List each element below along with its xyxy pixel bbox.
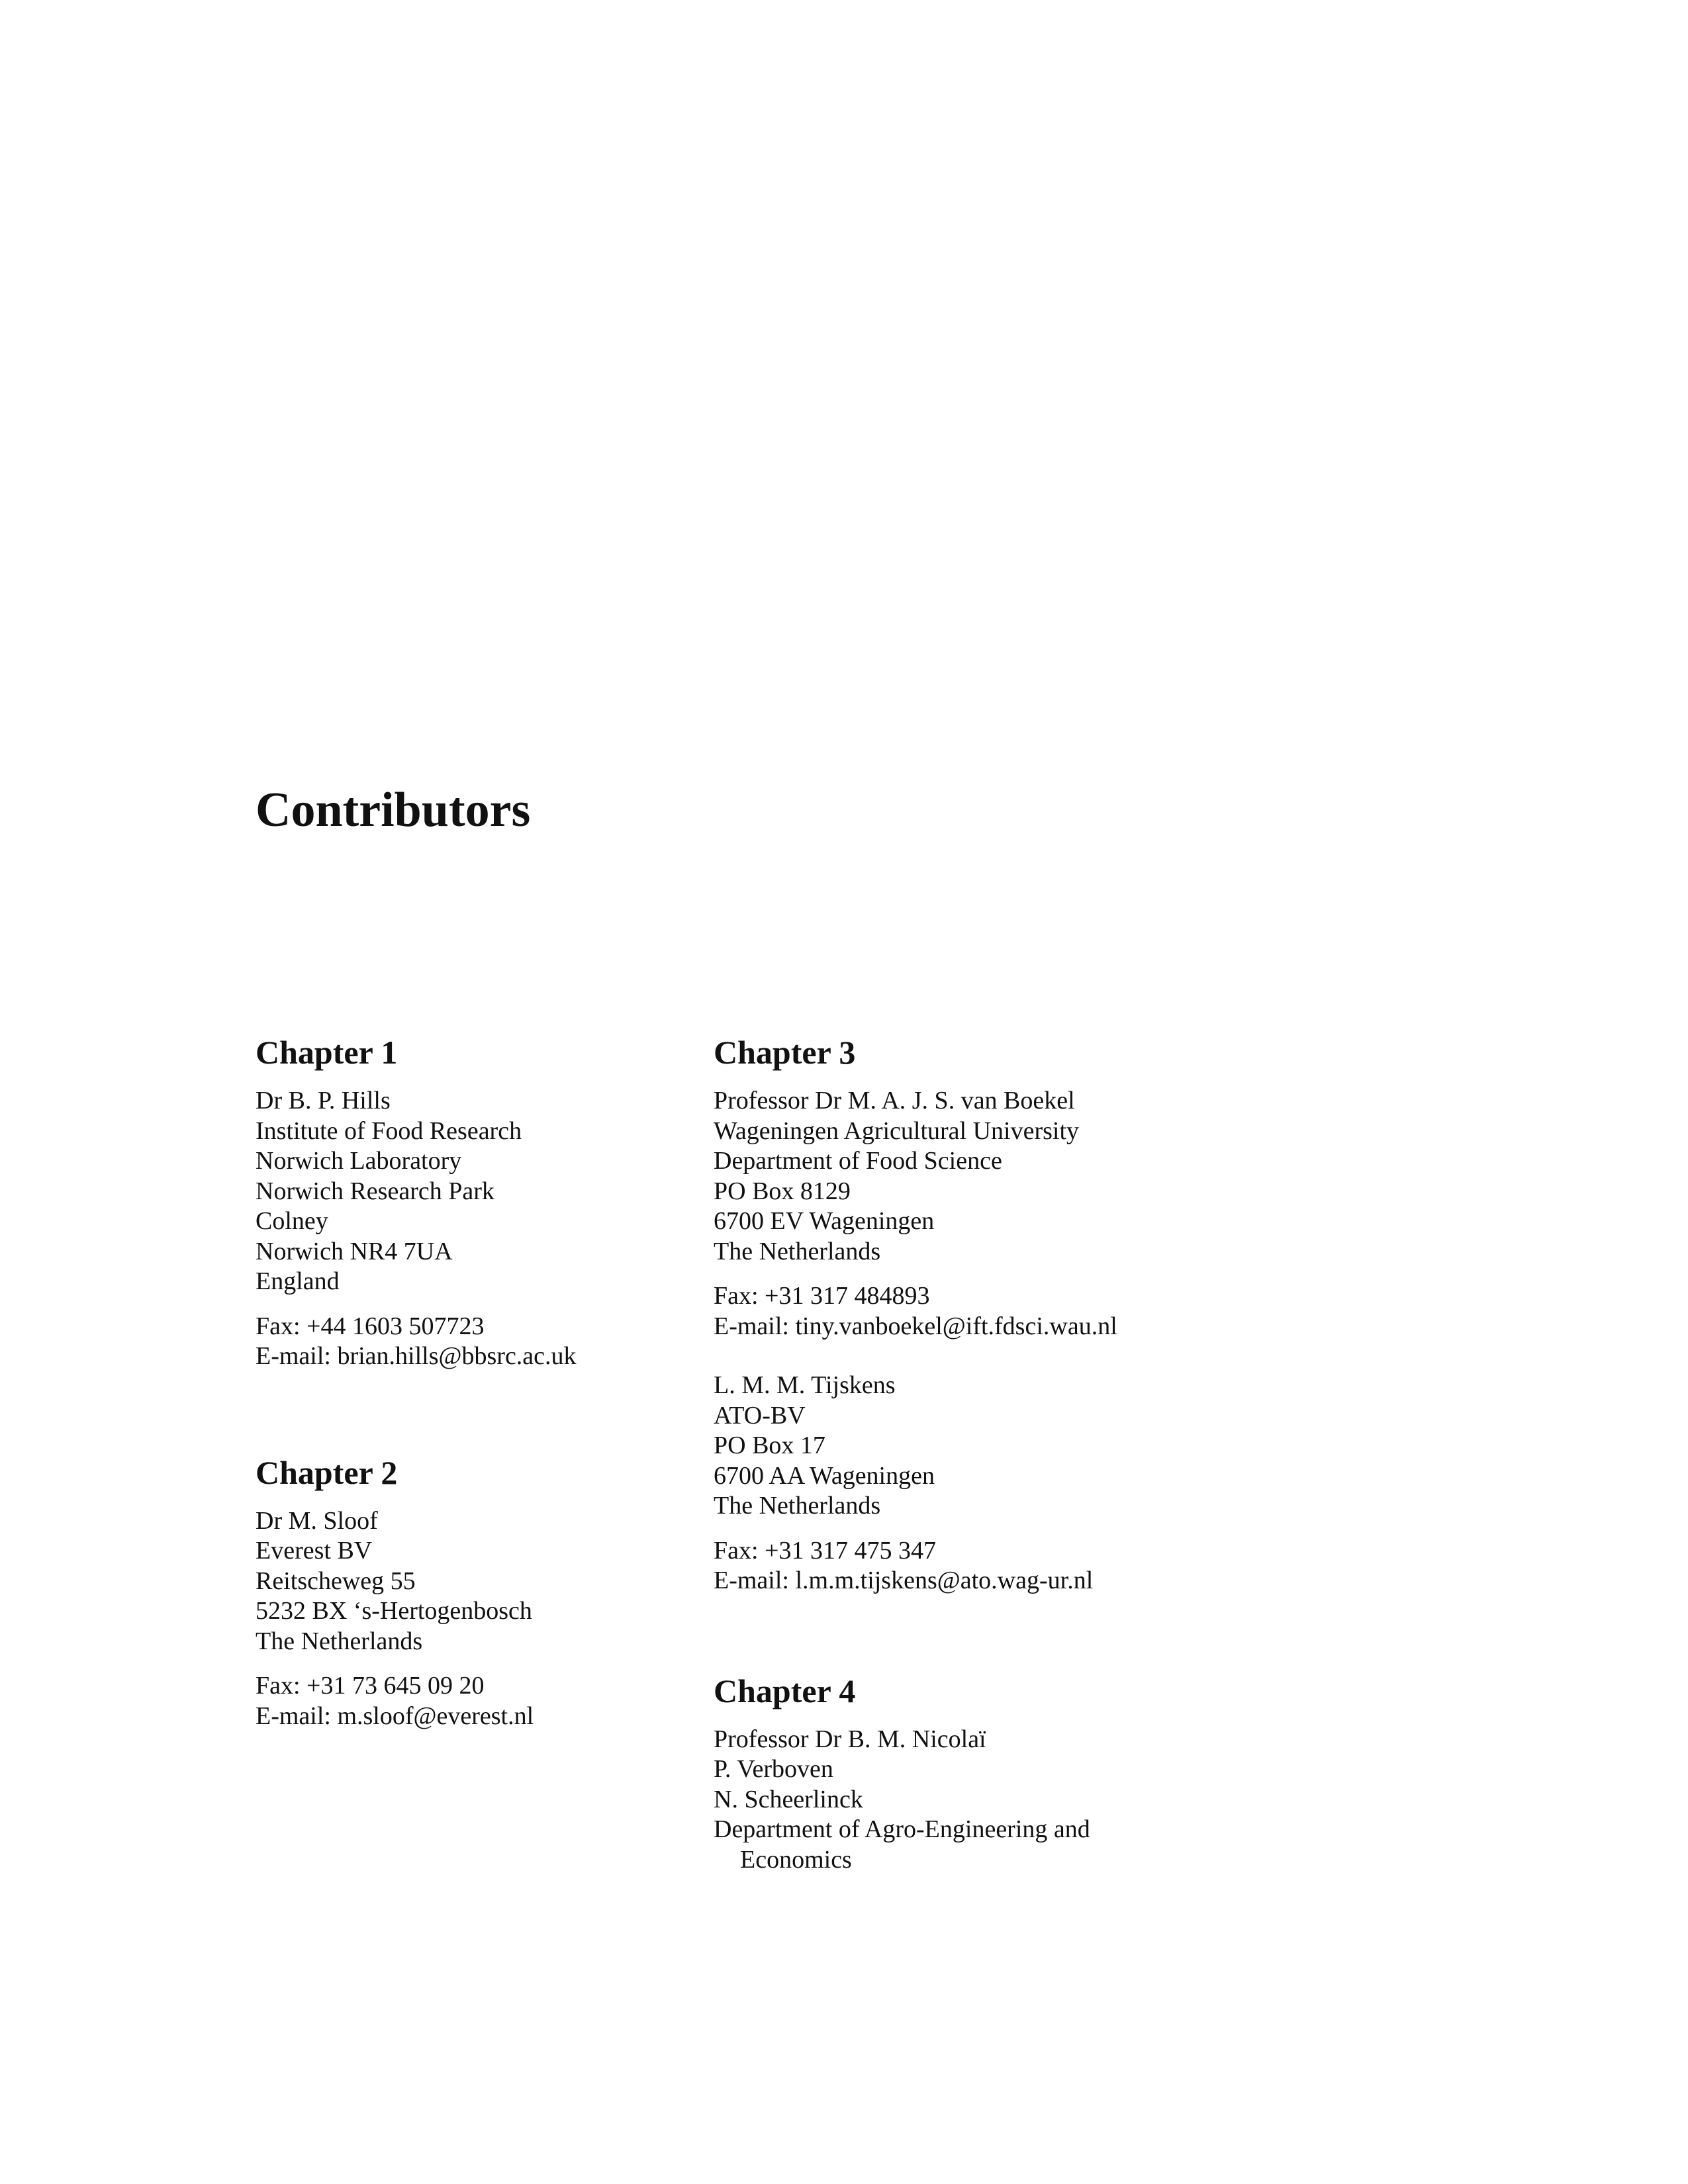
address-line: The Netherlands xyxy=(714,1237,881,1265)
chapter-2-heading: Chapter 2 xyxy=(256,1453,398,1491)
address-line: Wageningen Agricultural University xyxy=(714,1116,1080,1145)
address-line-continuation: Economics xyxy=(740,1845,852,1874)
fax-number: Fax: +44 1603 507723 xyxy=(256,1312,485,1340)
chapter-3-heading: Chapter 3 xyxy=(714,1034,856,1071)
email-address: E-mail: tiny.vanboekel@ift.fdsci.wau.nl xyxy=(714,1312,1117,1340)
address-line: Norwich NR4 7UA xyxy=(256,1237,453,1265)
chapter-4-heading: Chapter 4 xyxy=(714,1672,856,1709)
contact-block xyxy=(714,1536,1164,1596)
contributor-name: Dr M. Sloof xyxy=(256,1506,378,1535)
address-line: The Netherlands xyxy=(256,1627,423,1655)
email-address: E-mail: l.m.m.tijskens@ato.wag-ur.nl xyxy=(714,1567,1094,1594)
chapter-3-section xyxy=(714,1029,1164,1596)
contributor-name: Professor Dr M. A. J. S. van Boekel xyxy=(714,1087,1075,1115)
contributor-name: L. M. M. Tijskens xyxy=(714,1371,896,1399)
email-address: E-mail: m.sloof@everest.nl xyxy=(256,1702,534,1730)
address-block xyxy=(256,1086,706,1297)
address-block xyxy=(714,1725,1164,1876)
contributor-van-boekel xyxy=(714,1086,1164,1342)
address-line: Department of Food Science xyxy=(714,1147,1002,1175)
address-line: Department of Agro-Engineering and xyxy=(714,1815,1090,1843)
address-line: Colney xyxy=(256,1207,328,1235)
address-line: Everest BV xyxy=(256,1537,373,1565)
address-line: ATO-BV xyxy=(714,1401,806,1430)
chapter-1-heading: Chapter 1 xyxy=(256,1034,398,1071)
contributor-tijskens xyxy=(714,1371,1164,1596)
fax-number: Fax: +31 73 645 09 20 xyxy=(256,1672,485,1700)
address-line: Norwich Research Park xyxy=(256,1177,494,1205)
address-line: Norwich Laboratory xyxy=(256,1147,462,1175)
address-block xyxy=(714,1371,1164,1522)
email-address: E-mail: brian.hills@bbsrc.ac.uk xyxy=(256,1342,577,1370)
address-line: 6700 EV Wageningen xyxy=(714,1207,935,1235)
address-line: 5232 BX ‘s-Hertogenbosch xyxy=(256,1597,532,1625)
address-line: The Netherlands xyxy=(714,1492,881,1520)
address-line: Reitscheweg 55 xyxy=(256,1567,416,1595)
contributor-name: N. Scheerlinck xyxy=(714,1785,863,1813)
address-block xyxy=(256,1506,706,1657)
contributor-hills xyxy=(256,1086,706,1372)
chapter-2-section xyxy=(256,1449,706,1732)
contributor-name: P. Verboven xyxy=(714,1755,833,1783)
address-line: Institute of Food Research xyxy=(256,1116,522,1145)
right-column xyxy=(714,1029,1164,1875)
address-line: PO Box 17 xyxy=(714,1432,825,1459)
address-block xyxy=(714,1086,1164,1267)
contact-block xyxy=(256,1671,706,1731)
contributor-name: Professor Dr B. M. Nicolaï xyxy=(714,1725,986,1753)
address-line: 6700 AA Wageningen xyxy=(714,1461,935,1490)
left-column xyxy=(256,1029,706,1731)
contributor-nicolai xyxy=(714,1725,1164,1876)
contributor-name: Dr B. P. Hills xyxy=(256,1087,391,1115)
fax-number: Fax: +31 317 475 347 xyxy=(714,1536,936,1565)
contact-block xyxy=(256,1312,706,1372)
chapter-1-section xyxy=(256,1029,706,1372)
address-line: PO Box 8129 xyxy=(714,1177,851,1205)
fax-number: Fax: +31 317 484893 xyxy=(714,1282,930,1310)
page-title: Contributors xyxy=(256,783,531,837)
contributor-sloof xyxy=(256,1506,706,1732)
address-line: England xyxy=(256,1267,340,1295)
chapter-4-section xyxy=(714,1668,1164,1876)
contact-block xyxy=(714,1281,1164,1342)
